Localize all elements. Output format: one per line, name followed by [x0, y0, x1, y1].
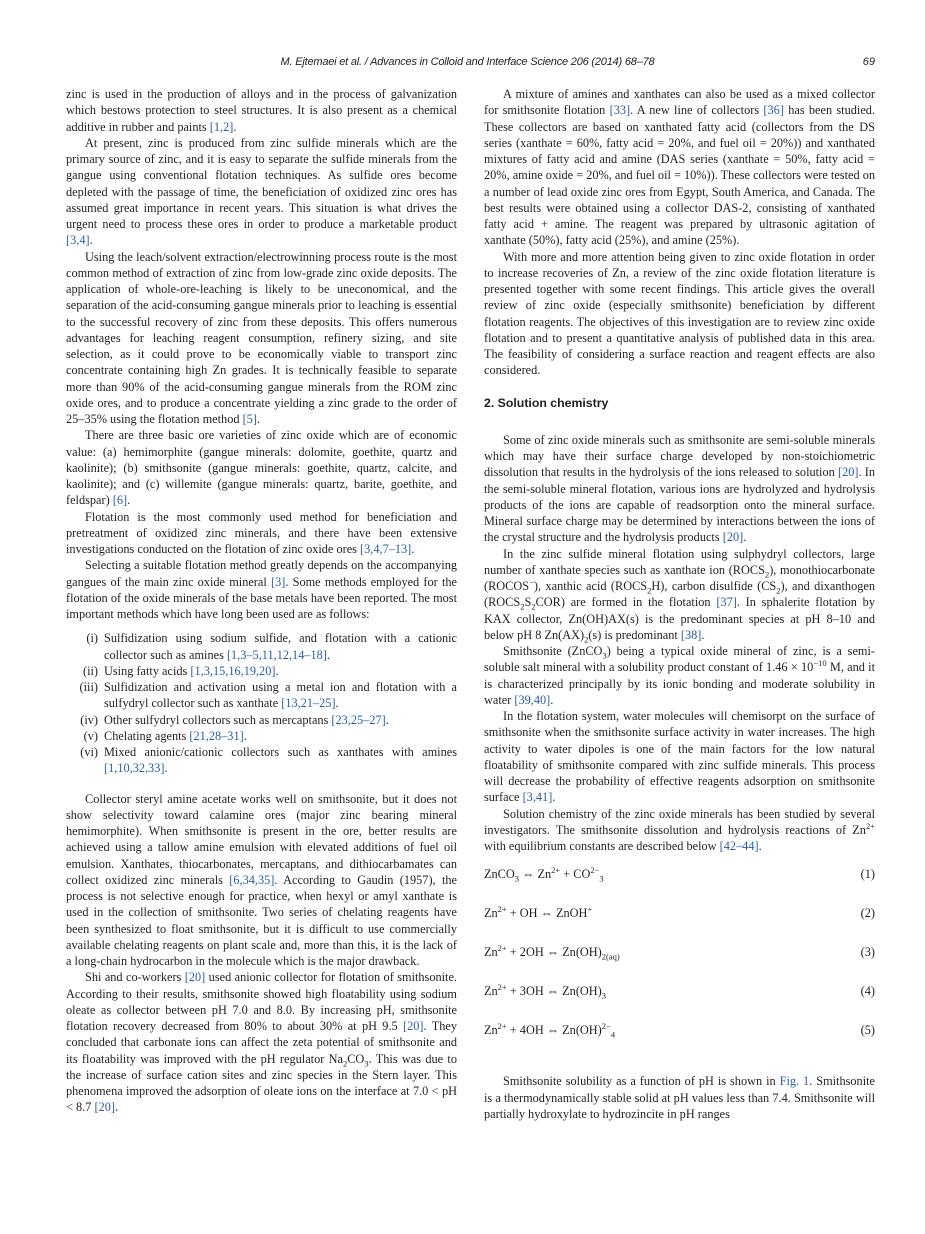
citation-link[interactable]: [20] [722, 530, 744, 545]
citation-link[interactable]: [20] [837, 465, 859, 480]
superscript: 2− [601, 1021, 611, 1032]
text-run: . [233, 119, 237, 134]
equation [484, 983, 875, 1022]
citation-link[interactable]: [20] [403, 1019, 424, 1033]
citation-link[interactable]: [3] [270, 574, 286, 589]
subscript: 2 [520, 601, 525, 612]
paragraph [66, 249, 457, 428]
equation [484, 1022, 875, 1061]
superscript: 2+ [497, 982, 507, 993]
text-run: . [326, 647, 330, 662]
subscript: 3 [599, 873, 604, 884]
superscript: −10 [813, 658, 827, 669]
text-run: ), xanthic acid (ROCS [533, 579, 648, 593]
page-number: 69 [862, 56, 875, 68]
text-run: . A new line of collectors [630, 103, 764, 118]
text-run: Collector steryl amine acetate works well on smithsonite, but it does not show selectivity toward calamine ores (major zinc bearing mineral hemimorphite). When smithsonite is present in the ore, better results are achieved using a tallow amine emulsion with elevated additions of fuel oil emulsion. Xanthates, thiocarbonates, mercaptans, and dithiocarbamates can collect oxidized zinc minerals [66, 791, 457, 887]
citation-link[interactable]: [20] [94, 1100, 115, 1115]
text-run: S [524, 595, 532, 610]
equation [484, 944, 875, 983]
citation-link[interactable]: [33] [609, 103, 631, 118]
superscript: 2+ [497, 904, 507, 915]
text-run: Other sulfydryl collectors such as mercaptans [104, 712, 332, 727]
paragraph [66, 557, 457, 622]
list-item [66, 679, 457, 712]
list-number: (v) [83, 728, 98, 743]
text-run: ZnCO [484, 867, 515, 882]
citation-link[interactable]: [13,21–25] [281, 696, 336, 711]
text-run: There are three basic ore varieties of zinc oxide which are of economic value: (a) hemimorphite (gangue minerals: dolomite, goethite, quartz and kaolinite); (b) smithsonite (gangue minerals: goethite, quartz, calcite, and kaolinite); and (c) willemite (gangue minerals: quartz, barite, goethite, and feldspar) [66, 428, 457, 508]
text-run: Mixed anionic/cationic collectors such as xanthates with amines [104, 745, 457, 759]
equation-number: (3) [860, 945, 875, 960]
text-run: . They concluded that carbonate ions can affect the zeta potential of smithsonite and its floatability was improved with the pH regulator Na [66, 1019, 457, 1066]
citation-link[interactable]: [36] [763, 103, 784, 118]
citation-link[interactable]: Fig. 1 [779, 1074, 810, 1089]
citation-link[interactable]: [39,40] [514, 692, 551, 707]
left-column [66, 86, 457, 1116]
list-item [66, 712, 457, 728]
text-run: At present, zinc is produced from zinc sulfide minerals which are the primary source of zinc, and it is easy to separate the sulfide minerals from the gangue using conventional flotation techniques. As sulfide ores become depleted with the passage of time, the beneficiation of oxidized zinc ores has assumed great importance in recent years. This situation is what drives the urgent need to process these ores in order to produce a marketable product [66, 135, 457, 231]
equation-body [484, 943, 620, 962]
text-run: COR) are formed in the flotation [535, 595, 717, 610]
equation-body [484, 865, 604, 884]
text-run: . In sphalerite flotation by KAX collector, Zn(OH)AX(s) is the predominant species at pH 8–10 and below pH 8 Zn(AX) [484, 595, 875, 642]
citation-link[interactable]: [5] [242, 412, 257, 426]
superscript: − [529, 576, 534, 587]
citation-link[interactable]: [6] [112, 493, 128, 508]
paragraph [484, 643, 875, 708]
paragraph [484, 708, 875, 806]
text-run: CO [347, 1051, 365, 1066]
subscript: 2 [647, 585, 652, 596]
subscript: 3 [602, 650, 607, 661]
text-run: Using fatty acids [104, 663, 191, 678]
text-run: with equilibrium constants are described below [484, 839, 720, 853]
section-heading: 2. Solution chemistry [484, 395, 609, 410]
subscript: 2 [764, 569, 770, 580]
text-run: ), monothiocarbonate (ROCOS [484, 562, 875, 593]
equation [484, 905, 875, 944]
text-run: Some of zinc oxide minerals such as smithsonite are semi-soluble minerals which may have their surface charge developed by non-stoichiometric dissolution that results in the hydrolysis of the ions released to solution [484, 432, 875, 480]
list-text [104, 745, 457, 775]
citation-link[interactable]: [20] [184, 970, 206, 985]
paragraph [66, 427, 457, 508]
running-title: M. Ejtemaei et al. / Advances in Colloid and Interface Science 206 (2014) 68–78 [280, 56, 655, 68]
equation-number: (5) [860, 1023, 875, 1038]
text-run: Flotation is the most commonly used method for beneficiation and pretreatment of oxidized zinc minerals, and there have been extensive investigations conducted on the flotation of zinc oxide ores [66, 509, 457, 556]
citation-link[interactable]: [1,3–5,11,12,14–18] [226, 647, 327, 662]
paragraph [66, 509, 457, 558]
list-number: (iv) [80, 712, 98, 727]
citation-link[interactable]: [6,34,35] [229, 872, 275, 887]
citation-link[interactable]: [38] [680, 627, 702, 642]
right-column [484, 86, 875, 1122]
list-text [104, 680, 457, 710]
list-number: (ii) [82, 663, 98, 678]
text-run: . [385, 712, 389, 727]
text-run: . [552, 790, 556, 805]
text-run: . [758, 839, 762, 853]
text-run: M, and it is characterized principally by its ionic bonding and moderate solubility in water [484, 660, 875, 707]
superscript: 2+ [551, 865, 561, 876]
subscript: 2 [584, 634, 589, 645]
paragraph [484, 249, 875, 379]
text-run: + 3OH ⇔ Zn(OH) [506, 984, 602, 999]
subscript: 4 [610, 1029, 616, 1040]
paragraph [484, 86, 875, 249]
list-text [104, 729, 247, 743]
text-run: ) being a typical oxide mineral of zinc, is a semi-soluble salt mineral with a solubility product constant of 1.46 × 10 [484, 644, 876, 675]
superscript: 2+ [497, 943, 507, 954]
text-run: + CO [560, 867, 591, 882]
text-run: Using the leach/solvent extraction/electrowinning process route is the most common method of extraction of zinc from low-grade zinc oxide deposits. The application of whole-ore-leaching is likely to be uneconomical, and the separation of the acid-consuming gangue minerals prior to leaching is essential to the successful recovery of zinc from these deposits. This offers numerous advantages for leaching reagent consumption, refinery sizing, and site selection, as it could prove to be economically viable to transport zinc concentrate containing high Zn grades. It is technically feasible to separate more than 90% of the acid-consuming gangue minerals from the ROM zinc oxide ores, and to produce a concentrate yielding a zinc grade to the order of 25–35% using the flotation method [66, 249, 457, 426]
citation-link[interactable]: [37] [716, 595, 737, 610]
text-run: . Some methods employed for the flotation of the oxide minerals of the base metals have been reported. The most important methods which have long been used are as follows: [66, 574, 457, 621]
equations [484, 866, 875, 1061]
text-run: Chelating agents [104, 728, 190, 743]
text-run: . [701, 627, 705, 642]
paragraph [484, 806, 875, 855]
paragraph [66, 969, 457, 1115]
list-number: (i) [86, 631, 98, 646]
citation-link[interactable]: [1,10,32,33] [104, 761, 165, 776]
equation-body [484, 906, 592, 920]
equation-number: (2) [860, 906, 875, 921]
text-run: Shi and co-workers [85, 970, 185, 985]
list-text [104, 631, 457, 661]
subscript: 2 [531, 601, 536, 612]
text-run: Sulfidization using sodium sulfide, and flotation with a cationic collector such as amines [104, 631, 457, 662]
equation-number: (4) [860, 984, 875, 999]
text-run: Selecting a suitable flotation method greatly depends on the accompanying gangues of the main zinc oxide mineral [66, 558, 457, 589]
text-run: Zn [484, 945, 498, 960]
text-run: Zn [484, 1023, 498, 1038]
text-run: zinc is used in the production of alloys and in the process of galvanization which bestows protection to steel structures. It is also present as a chemical additive in rubber and paints [66, 87, 457, 134]
list-item [66, 728, 457, 744]
text-run: . [411, 542, 415, 556]
text-run: . In the semi-soluble mineral flotation, various ions are hydrolyzed and hydrolysis products of the ions are capable of readsorption onto the mineral surface. Mineral surface charge may be determined by interactions between the ions of the crystal structure and the hydrolysis products [484, 465, 875, 545]
list-number: (iii) [79, 680, 98, 694]
text-run: . [164, 761, 168, 776]
text-run: + 4OH ⇔ Zn(OH) [506, 1023, 602, 1038]
text-run: A mixture of amines and xanthates can also be used as a mixed collector for smithsonite flotation [484, 87, 875, 118]
text-run: + 2OH ⇔ Zn(OH) [506, 945, 602, 960]
text-run: H), carbon disulfide (CS [651, 579, 777, 593]
text-run: . [275, 663, 279, 678]
equation-body [484, 1021, 616, 1040]
list-text [104, 664, 279, 678]
text-run: In the flotation system, water molecules will chemisorpt on the surface of smithsonite when the smithsonite surface activity in water increases. The high activity to water dipoles is one of the main factors for the low natural floatability of smithsonite compared with zinc sulfide minerals. This process will decrease the probability of effective reagents adsorption on smithsonite surface [484, 709, 875, 805]
text-run: . [114, 1100, 119, 1115]
paragraph [484, 432, 875, 546]
subscript: 3 [364, 1057, 369, 1068]
text-run: . [743, 530, 747, 545]
text-run: Zn [484, 906, 498, 921]
paragraph [484, 546, 875, 644]
text-run: . [127, 493, 131, 508]
text-run: Smithsonite solubility as a function of pH is shown in [503, 1074, 780, 1089]
text-run: ), and dixanthogen (ROCS [484, 579, 875, 610]
text-run: In the zinc sulfide mineral flotation using sulphydryl collectors, large number of xanthate species such as xanthate ion (ROCS [484, 546, 875, 577]
text-run: . [89, 233, 93, 248]
text-run: . [256, 412, 260, 426]
citation-link[interactable]: [42–44] [719, 839, 759, 853]
equation-body [484, 982, 607, 1001]
citation-link[interactable]: [1,3,15,16,19,20] [190, 663, 276, 678]
list-item [66, 630, 457, 663]
text-run: Smithsonite (ZnCO [503, 644, 603, 658]
paragraph [484, 1073, 875, 1122]
text-run: . This was due to the increase of surface cation sites and zinc species in the Stern layer. This phenomena improved the adsorption of oleate ions on the interface at 7.0 < pH < 8.7 [66, 1051, 457, 1115]
equation-number: (1) [860, 867, 875, 882]
subscript: 2 [776, 585, 781, 596]
paragraph [66, 791, 457, 970]
citation-link[interactable]: [21,28–31] [189, 728, 244, 743]
methods-list [66, 630, 457, 776]
citation-link[interactable]: [1,2] [209, 119, 234, 134]
text-run: . [243, 728, 247, 743]
text-run: ⇔ Zn [519, 867, 552, 882]
text-run: Zn [484, 984, 498, 999]
text-run: . [335, 696, 339, 711]
text-run: has been studied. These collectors are based on xanthated fatty acid (collectors from the DS series (xanthate = 60%, fatty acid = 20%, and fuel oil = 20%)) and xanthated mixtures of fatty acid and amine (DAS series (xanthate = 50%, fatty acid = 20%, amine oxide = 20%, and fuel oil = 10%)). These collectors were tested on a number of lead oxide zinc ores from Egypt, South America, and Canada. The best results were obtained using a collector DAS-2, consisting of xanthated fatty acid + amine. The reagent was prepared by ultrasonic agitation of xanthate (50%), fatty acid (25%), and amine (25%). [484, 103, 875, 248]
citation-link[interactable]: [3,4] [66, 233, 90, 248]
text-run: Sulfidization and activation using a metal ion and flotation with a sulfydryl collector such as xanthate [104, 680, 457, 711]
text-run: Solution chemistry of the zinc oxide minerals has been studied by several investigators. The smithsonite dissolution and hydrolysis reactions of Zn [484, 806, 875, 837]
text-run: + OH ⇔ ZnOH [506, 906, 588, 921]
paragraph [66, 135, 457, 249]
list-text [104, 713, 389, 727]
equation [484, 866, 875, 905]
subscript: 2(aq) [601, 951, 620, 962]
text-run: used anionic collector for flotation of smithsonite. According to their results, smithsonite showed high floatability using sodium oleate as collector between pH 7.0 and 8.0. By increasing pH, smithsonite flotation recovery decreased from 80% to about 30% at pH 9.5 [66, 970, 457, 1033]
citation-link[interactable]: [3,41] [522, 790, 553, 805]
citation-link[interactable]: [23,25–27] [331, 712, 386, 727]
text-run: (s) is predominant [588, 627, 681, 642]
text-run: With more and more attention being given to zinc oxide flotation in order to increase recoveries of Zn, a review of the zinc oxide flotation literature is presented together with some recent findings. This article gives the overall review of zinc oxide (especially smithsonite) beneficiation by different flotation reagents. The objectives of this investigation are to review zinc oxide flotation and to present a quantitative analysis of published data in this area. The feasibility of considering a surface reaction and reagent effects are also considered. [484, 249, 875, 378]
superscript: 2− [590, 865, 600, 876]
paragraph [66, 86, 457, 135]
superscript: + [587, 904, 593, 915]
subscript: 2 [342, 1057, 348, 1068]
citation-link[interactable]: [3,4,7–13] [360, 542, 412, 556]
superscript: 2+ [497, 1021, 507, 1032]
text-run: . According to Gaudin (1957), the process is not selective enough for practice, when hexyl or amyl xanthate is used in the collection of smithsonite. Two series of chelating reagents have been synthesized to float smithsonite, but it is difficult to use commercially available chelating reagents on plant scale and, more than this, it is the lack of a long-chain hydrocarbon in the molecule which is the major drawback. [66, 872, 457, 968]
subscript: 3 [514, 873, 519, 884]
list-item [66, 663, 457, 679]
superscript: 2+ [865, 820, 875, 831]
text-run: . Smithsonite is a thermodynamically stable solid at pH values less than 7.4. Smithsonite will partially hydroxylate to hydrozincite in pH ranges [484, 1074, 875, 1121]
list-number: (vi) [80, 745, 98, 759]
list-item [66, 744, 457, 777]
text-run: . [550, 692, 554, 707]
subscript: 3 [601, 990, 607, 1001]
